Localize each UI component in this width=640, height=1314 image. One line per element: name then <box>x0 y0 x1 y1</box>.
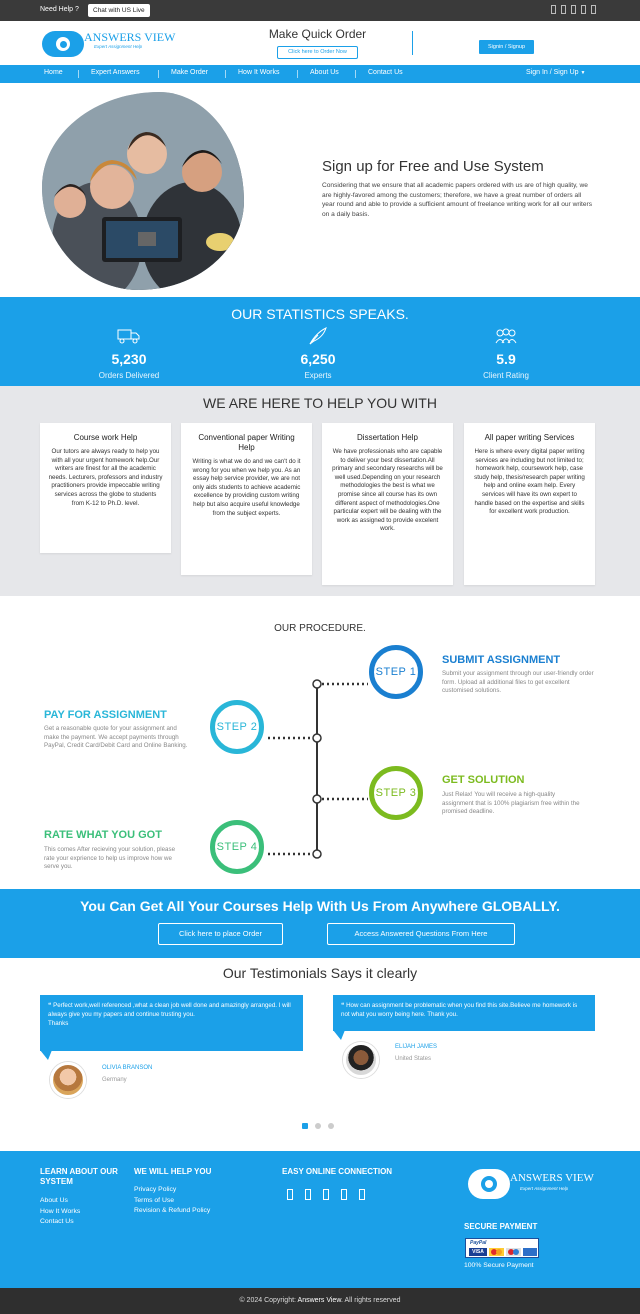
stat-rating-label: Client Rating <box>483 371 529 380</box>
twitter-icon[interactable] <box>561 5 566 14</box>
step-4-text: This comes After recieving your solution, please rate your exprience to help us improve how we serve you. <box>44 846 176 870</box>
card-text: We have professionals who are capable to deliver your best dissertation.All primary and secondary researchs will be well used.Depending on your research methodologies the best is what we promise since all course has its own different aspect of methodologies.One particular expert will be dealing with the work as assigned to provide excelent work. <box>332 448 443 533</box>
secure-payment-text: 100% Secure Payment <box>464 1262 534 1269</box>
quick-order-title: Make Quick Order <box>268 27 367 41</box>
help-title: WE ARE HERE TO HELP YOU WITH <box>203 395 437 411</box>
card-title: Course work Help <box>73 433 138 442</box>
nav-make-order[interactable]: Make Order <box>171 69 208 76</box>
access-questions-button[interactable]: Access Answered Questions From Here <box>327 923 515 945</box>
facebook-icon[interactable] <box>287 1189 293 1200</box>
testimonial-quote-2 <box>333 995 595 1031</box>
linkedin-icon[interactable] <box>581 5 586 14</box>
signin-signup-button[interactable]: Signin / Signup <box>479 40 534 54</box>
step-2-badge: STEP 2 <box>210 700 264 754</box>
quote-icon: ❝ <box>48 1002 52 1009</box>
stat-rating-value: 5.9 <box>496 351 516 367</box>
site-header <box>0 21 640 65</box>
youtube-icon[interactable] <box>591 5 596 14</box>
truck-icon <box>117 327 141 345</box>
stat-experts <box>248 327 388 380</box>
testimonial-name: ELIJAH JAMES <box>395 1044 438 1050</box>
nav-separator <box>78 70 79 78</box>
rating-group-icon <box>494 327 518 345</box>
card-title: Conventional paper Writing Help <box>198 433 295 452</box>
visa-icon: VISA <box>469 1248 487 1256</box>
card-dissertation[interactable] <box>322 423 453 585</box>
footer-logo-tagline: Expert Assignment Help <box>520 1186 569 1191</box>
payment-methods-badge <box>465 1238 539 1258</box>
paypal-label: PayPal <box>470 1240 487 1246</box>
carousel-dot[interactable] <box>315 1123 321 1129</box>
stat-orders-value: 5,230 <box>111 351 147 367</box>
caret-down-icon: ▼ <box>580 70 586 76</box>
google-icon[interactable] <box>571 5 576 14</box>
help-section <box>0 386 640 596</box>
card-course-work[interactable] <box>40 423 171 553</box>
testimonial-quote-1 <box>40 995 303 1051</box>
quill-icon <box>306 327 330 345</box>
statistics-section <box>0 297 640 386</box>
facebook-icon[interactable] <box>551 5 556 14</box>
step-1-heading: SUBMIT ASSIGNMENT <box>442 654 561 666</box>
step-2-heading: PAY FOR ASSIGNMENT <box>44 709 167 721</box>
card-text: Here is where every digital paper writing services are including but not limited to; homework help, coursework help, case study help, thesis/research paper writing help and online exam help. Every services will have its own expert to handle based on the expertise and skills for excellent work production. <box>474 448 585 516</box>
footer-col3-title: EASY ONLINE CONNECTION <box>282 1167 393 1176</box>
testimonial-name: OLIVIA BRANSON <box>102 1065 153 1071</box>
secure-payment-title: SECURE PAYMENT <box>464 1222 538 1231</box>
logo-cloud-icon <box>468 1169 510 1199</box>
need-help-text: Need Help ? <box>40 6 79 13</box>
nav-expert-answers[interactable]: Expert Answers <box>91 69 140 76</box>
step-1-badge: STEP 1 <box>369 645 423 699</box>
testimonials-title: Our Testimonials Says it clearly <box>222 965 418 981</box>
footer-link-about[interactable]: About Us <box>40 1197 68 1204</box>
youtube-icon[interactable] <box>359 1189 365 1200</box>
avatar <box>343 1042 379 1078</box>
testimonial-trail: Thanks <box>48 1020 69 1027</box>
stat-rating <box>436 327 576 380</box>
footer-social-icons <box>287 1189 365 1200</box>
copyright-prefix: © 2024 Copyright: <box>239 1297 296 1304</box>
google-icon[interactable] <box>323 1189 329 1200</box>
amex-icon <box>523 1248 537 1256</box>
testimonial-text: Perfect work,well referenced ,what a clean job well done and amazingly arranged. I will always give you my papers and continue trusting you. <box>48 1002 291 1018</box>
step-4-heading: RATE WHAT YOU GOT <box>44 829 162 841</box>
hero-students-image <box>42 92 244 290</box>
logo-cloud-icon <box>42 31 84 57</box>
stat-orders-label: Orders Delivered <box>98 371 160 380</box>
nav-contact-us[interactable]: Contact Us <box>368 69 403 76</box>
footer-link-privacy[interactable]: Privacy Policy <box>134 1186 177 1193</box>
testimonial-location: United States <box>395 1056 432 1062</box>
procedure-title: OUR PROCEDURE. <box>274 623 366 634</box>
global-banner <box>0 889 640 958</box>
footer-link-terms[interactable]: Terms of Use <box>134 1196 175 1204</box>
footer-col2-title: WE WILL HELP YOU <box>134 1167 212 1176</box>
students-photo-illustration <box>42 92 244 290</box>
nav-home[interactable]: Home <box>44 69 63 76</box>
card-text: Our tutors are always ready to help you with all your urgent homework help.Our writers are finest for all the academic needs. Lecturers, professors and industry practitioners provide impeccable writing services across the globe to students from K-12 to Ph.D. level. <box>48 448 163 507</box>
quote-icon: ❝ <box>341 1002 345 1009</box>
order-now-button[interactable]: Click here to Order Now <box>277 46 358 59</box>
footer-logo-text: ANSWERS VIEW <box>510 1172 594 1184</box>
top-social-icons <box>551 5 596 14</box>
footer-link-how-it-works[interactable]: How It Works <box>40 1207 81 1215</box>
mastercard-icon <box>489 1248 504 1256</box>
footer-link-refund[interactable]: Revision & Refund Policy <box>134 1207 211 1214</box>
nav-separator <box>297 70 298 78</box>
nav-about-us[interactable]: About Us <box>310 69 339 76</box>
testimonial-location: Germany <box>102 1077 127 1083</box>
maestro-icon <box>506 1248 521 1256</box>
banner-title: You Can Get All Your Courses Help With Us From Anywhere GLOBALLY. <box>80 898 560 914</box>
nav-how-it-works[interactable]: How It Works <box>238 69 280 76</box>
carousel-dot[interactable] <box>328 1123 334 1129</box>
stat-orders <box>59 327 199 380</box>
nav-separator <box>158 70 159 78</box>
stat-experts-label: Experts <box>304 371 332 380</box>
nav-separator <box>225 70 226 78</box>
card-text: Writing is what we do and we can't do it wrong for you when we help you. As an essay help service provider, we are not only aids students to achieve academic excellence by providing custom writing help but also acquire useful knowledge from the subject experts. <box>192 458 301 517</box>
step-3-badge: STEP 3 <box>369 766 423 820</box>
card-conventional-paper[interactable] <box>181 423 312 575</box>
carousel-dot-active[interactable] <box>302 1123 308 1129</box>
twitter-icon[interactable] <box>305 1189 311 1200</box>
footer-link-contact[interactable]: Contact Us <box>40 1218 74 1225</box>
quote-tail <box>40 1050 52 1060</box>
step-4-badge: STEP 4 <box>210 820 264 874</box>
avatar <box>50 1062 86 1098</box>
site-footer <box>0 1151 640 1288</box>
footer-col1-title: LEARN ABOUT OUR SYSTEM <box>40 1167 118 1186</box>
main-nav <box>0 65 640 83</box>
step-1-text: Submit your assignment through our user-friendly order form. Upload all additional files to get excellent customised solutions. <box>442 670 594 694</box>
copyright-suffix: . All rights reserved <box>341 1297 401 1304</box>
nav-signin[interactable] <box>526 69 585 76</box>
hero-description: Considering that we ensure that all academic papers ordered with us are of high quality, we are highly-favored among the customers; therefore, we have a great number of orders all year round and able to provide a sufficient amount of freelance writing work for all our writers on a daily basis. <box>322 182 592 218</box>
step-3-heading: GET SOLUTION <box>442 774 525 786</box>
quote-tail <box>333 1030 345 1040</box>
linkedin-icon[interactable] <box>341 1189 347 1200</box>
place-order-button[interactable]: Click here to place Order <box>158 923 283 945</box>
copyright-bar <box>0 1288 640 1314</box>
stat-experts-value: 6,250 <box>300 351 336 367</box>
card-all-paper-writing[interactable] <box>464 423 595 585</box>
logo-tagline: Expert Assignment Help <box>94 44 143 49</box>
card-title: Dissertation Help <box>357 433 418 442</box>
nav-signin-label: Sign In / Sign Up <box>526 69 579 76</box>
testimonial-text: How can assignment be problematic when you find this site.Believe me homework is not what you worry being here. Thank you. <box>341 1002 578 1018</box>
logo-text: ANSWERS VIEW <box>84 30 176 44</box>
chat-live-button[interactable]: Chat with US Live <box>88 4 150 17</box>
card-title: All paper writing Services <box>484 433 575 442</box>
step-3-text: Just Relax! You will receive a high-quality assignment that is 100% plagiarism free within the promised deadline. <box>442 791 580 815</box>
step-2-text: Get a reasonable quote for your assignment and make the payment. We accept payments through PayPal, Credit Card/Debit Card and Online Banking. <box>44 725 188 749</box>
copyright-brand[interactable]: Answers View <box>297 1297 341 1304</box>
hero-title: Sign up for Free and Use System <box>322 158 544 175</box>
top-bar <box>0 0 640 21</box>
stats-title: OUR STATISTICS SPEAKS. <box>231 306 409 322</box>
header-divider <box>412 31 413 55</box>
nav-separator <box>355 70 356 78</box>
